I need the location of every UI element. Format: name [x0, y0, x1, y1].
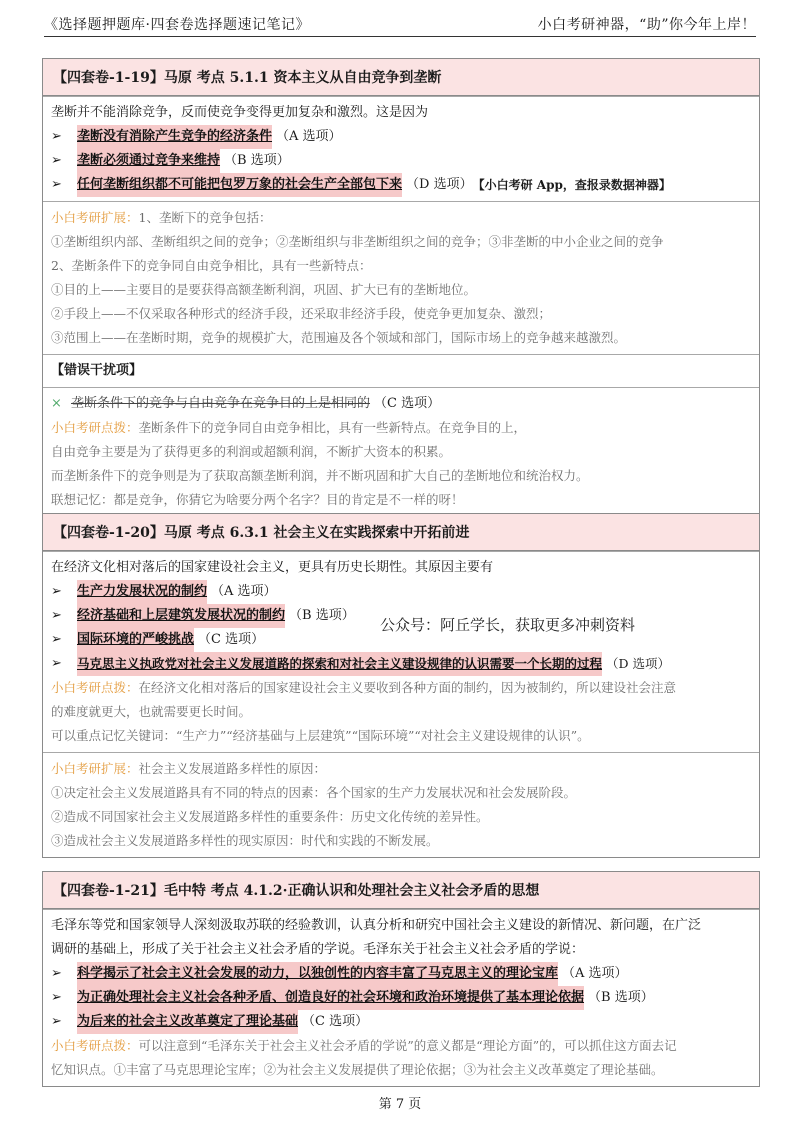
bullet-item — [51, 173, 751, 197]
option-label: （D 选项） — [406, 177, 473, 192]
extension-line: ①决定社会主义发展道路具有不同的特点的因素：各个国家的生产力发展状况和社会发展阶段。 — [51, 785, 577, 800]
tip-line: 在经济文化相对落后的国家建设社会主义要收到各种方面的制约，因为被制约，所以建设社会注意 — [138, 680, 677, 695]
extension-line: ②手段上——不仅采取各种形式的经济手段，还采取非经济手段，使竞争更加复杂、激烈； — [51, 306, 552, 321]
header-title: 《选择题押题库·四套卷选择题速记笔记》 — [44, 17, 310, 33]
option-label: （A 选项） — [276, 129, 342, 144]
bullet-item — [51, 1010, 751, 1034]
app-ad: 【小白考研 App，查报录数据神器】 — [472, 178, 671, 192]
bullet-text: 为正确处理社会主义社会各种矛盾、创造良好的社会环境和政治环境提供了基本理论依据 — [77, 986, 584, 1010]
tip-line: 可以注意到“毛泽东关于社会主义社会矛盾的学说”的意义都是“理论方面”的，可以抓住这方面去记 — [138, 1038, 677, 1053]
option-label: （D 选项） — [606, 656, 671, 671]
bullet-item — [51, 652, 751, 676]
question-intro: 调研的基础上，形成了关于社会主义社会矛盾的学说。毛泽东关于社会主义社会矛盾的学说： — [51, 942, 585, 957]
bullet-item — [51, 962, 751, 986]
extension-section — [43, 752, 759, 857]
bullet-text: 马克思主义执政党对社会主义发展道路的探索和对社会主义建设规律的认识需要一个长期的过程 — [77, 652, 602, 676]
question-card-1-21 — [42, 871, 760, 1087]
arrow-bullet-icon: ➢ — [51, 966, 62, 981]
error-item — [51, 392, 751, 416]
question-intro: 毛泽东等党和国家领导人深刻汲取苏联的经验教训，认真分析和研究中国社会主义建设的新情况、新问题，在广泛 — [51, 918, 702, 933]
arrow-bullet-icon: ➢ — [51, 1014, 62, 1029]
option-label: （C 选项） — [198, 632, 265, 647]
answer-section — [43, 909, 759, 1086]
bullet-text: 垄断必须通过竞争来维持 — [77, 149, 220, 173]
extension-label: 小白考研扩展： — [51, 761, 139, 776]
tip-line: 联想记忆：都是竞争，你猜它为啥要分两个名字？目的肯定是不一样的呀！ — [51, 492, 464, 507]
extension-line: 社会主义发展道路多样性的原因： — [138, 761, 327, 776]
tip-label: 小白考研点拨： — [51, 680, 139, 695]
extension-label: 小白考研扩展： — [51, 210, 139, 225]
arrow-bullet-icon: ➢ — [51, 584, 62, 599]
option-label: （B 选项） — [588, 990, 654, 1005]
tip-line: 的难度就更大，也就需要更长时间。 — [51, 704, 252, 719]
option-label: （A 选项） — [562, 966, 628, 981]
extension-line: 1、垄断下的竞争包括： — [138, 210, 272, 225]
tip-line: 忆知识点。①丰富了马克思理论宝库；②为社会主义发展提供了理论依据；③为社会主义改革奠定了理论基础。 — [51, 1062, 664, 1077]
tip-line: 垄断条件下的竞争同自由竞争相比，具有一些新特点。在竞争目的上， — [138, 420, 527, 435]
question-intro: 垄断并不能消除竞争，反而使竞争变得更加复杂和激烈。这是因为 — [51, 105, 429, 120]
arrow-bullet-icon: ➢ — [51, 177, 62, 192]
extension-section — [43, 201, 759, 354]
arrow-bullet-icon: ➢ — [51, 129, 62, 144]
arrow-bullet-icon: ➢ — [51, 632, 62, 647]
page-header — [44, 12, 756, 37]
question-card-1-20 — [42, 513, 760, 858]
option-label: （C 选项） — [374, 396, 441, 411]
option-label: （C 选项） — [302, 1014, 369, 1029]
card-title: 【四套卷-1-21】毛中特 考点 4.1.2·正确认识和处理社会主义社会矛盾的思想 — [43, 872, 759, 909]
extension-line: ①垄断组织内部、垄断组织之间的竞争；②垄断组织与非垄断组织之间的竞争；③非垄断的中小企业之间的竞争 — [51, 234, 664, 249]
card-title: 【四套卷-1-19】马原 考点 5.1.1 资本主义从自由竞争到垄断 — [43, 59, 759, 96]
extension-line: ③造成社会主义发展道路多样性的现实原因：时代和实践的不断发展。 — [51, 833, 439, 848]
page-number: 第 7 页 — [378, 1097, 422, 1112]
option-label: （B 选项） — [224, 153, 290, 168]
tip-line: 而垄断条件下的竞争则是为了获取高额垄断利润，并不断巩固和扩大自己的垄断地位和统治权力。 — [51, 468, 589, 483]
arrow-bullet-icon: ➢ — [51, 608, 62, 623]
answer-section — [43, 551, 759, 752]
extension-line: ①目的上——主要目的是要获得高额垄断利润，巩固、扩大已有的垄断地位。 — [51, 282, 477, 297]
error-title-section — [43, 354, 759, 387]
error-title: 【错误干扰项】 — [51, 363, 143, 378]
bullet-text: 生产力发展状况的制约 — [77, 580, 207, 604]
bullet-text: 经济基础和上层建筑发展状况的制约 — [77, 604, 285, 628]
option-label: （B 选项） — [289, 608, 355, 623]
arrow-bullet-icon: ➢ — [51, 656, 62, 671]
error-section — [43, 387, 759, 516]
bullet-item — [51, 986, 751, 1010]
bullet-text: 国际环境的严峻挑战 — [77, 628, 194, 652]
cross-icon: × — [51, 396, 62, 411]
bullet-text: 任何垄断组织都不可能把包罗万象的社会生产全部包下来 — [77, 173, 402, 197]
bullet-text: 垄断没有消除产生竞争的经济条件 — [77, 125, 272, 149]
tip-line: 自由竞争主要是为了获得更多的利润或超额利润，不断扩大资本的积累。 — [51, 444, 452, 459]
bullet-text: 科学揭示了社会主义社会发展的动力，以独创性的内容丰富了马克思主义的理论宝库 — [77, 962, 558, 986]
extension-line: ②造成不同国家社会主义发展道路多样性的重要条件：历史文化传统的差异性。 — [51, 809, 489, 824]
tip-label: 小白考研点拨： — [51, 1038, 139, 1053]
arrow-bullet-icon: ➢ — [51, 153, 62, 168]
bullet-item — [51, 125, 751, 149]
wechat-promo-text: 公众号：阿丘学长，获取更多冲刺资料 — [380, 616, 636, 634]
extension-line: ③范围上——在垄断时期，竞争的规模扩大，范围遍及各个领域和部门，国际市场上的竞争越来越激烈。 — [51, 330, 627, 345]
extension-line: 2、垄断条件下的竞争同自由竞争相比，具有一些新特点： — [51, 258, 372, 273]
arrow-bullet-icon: ➢ — [51, 990, 62, 1005]
card-title: 【四套卷-1-20】马原 考点 6.3.1 社会主义在实践探索中开拓前进 — [43, 514, 759, 551]
bullet-item — [51, 580, 751, 604]
question-card-1-19 — [42, 58, 760, 517]
tip-line: 可以重点记忆关键词：“生产力”“经济基础与上层建筑”“国际环境”“对社会主义建设规律的认识”。 — [51, 728, 590, 743]
option-label: （A 选项） — [211, 584, 277, 599]
answer-section — [43, 96, 759, 201]
error-text: 垄断条件下的竞争与自由竞争在竞争目的上是相同的 — [71, 396, 371, 411]
bullet-item — [51, 149, 751, 173]
tip-label: 小白考研点拨： — [51, 420, 139, 435]
header-slogan: 小白考研神器，“助”你今年上岸！ — [537, 17, 756, 33]
bullet-text: 为后来的社会主义改革奠定了理论基础 — [77, 1010, 298, 1034]
question-intro: 在经济文化相对落后的国家建设社会主义，更具有历史长期性。其原因主要有 — [51, 560, 494, 575]
